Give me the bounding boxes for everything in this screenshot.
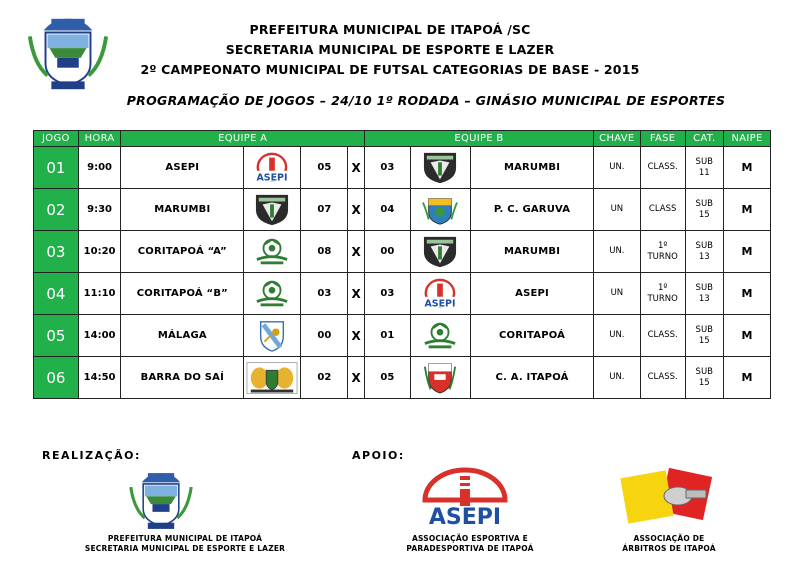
referee-cards-whistle-icon bbox=[606, 466, 726, 530]
team-a-cell: ASEPI bbox=[121, 147, 244, 189]
col-hora: HORA bbox=[78, 131, 121, 147]
jogo-cell: 02 bbox=[34, 189, 79, 231]
versus-cell: X bbox=[348, 273, 365, 315]
marumbi-logo-icon bbox=[420, 151, 460, 185]
versus-cell: X bbox=[348, 357, 365, 399]
cat-line-1: SUB bbox=[695, 156, 713, 167]
jogo-cell: 04 bbox=[34, 273, 79, 315]
fase-cell bbox=[640, 273, 685, 315]
arbitros-credit bbox=[594, 534, 744, 554]
table-header-row bbox=[34, 131, 771, 147]
realizacao-label: REALIZAÇÃO: bbox=[42, 449, 141, 462]
cat-cell bbox=[685, 189, 724, 231]
jogo-cell: 06 bbox=[34, 357, 79, 399]
score-a-cell: 07 bbox=[301, 189, 348, 231]
asepi-footer-logo-icon bbox=[410, 466, 520, 530]
games-table bbox=[33, 130, 771, 399]
fase-line-2: TURNO bbox=[647, 293, 678, 304]
prefeitura-crest-footer-icon bbox=[118, 470, 204, 532]
naipe-cell: M bbox=[724, 231, 771, 273]
col-chave: CHAVE bbox=[593, 131, 640, 147]
score-b-cell: 00 bbox=[364, 231, 410, 273]
team-a-cell: MARUMBI bbox=[121, 189, 244, 231]
hora-cell: 14:00 bbox=[78, 315, 121, 357]
fase-line-1: 1º bbox=[657, 240, 668, 251]
header-line-3: 2º CAMPEONATO MUNICIPAL DE FUTSAL CATEGORIAS DE BASE - 2015 bbox=[140, 62, 640, 77]
cat-line-1: SUB bbox=[695, 324, 713, 335]
hora-cell: 11:10 bbox=[78, 273, 121, 315]
prefeitura-crest-icon bbox=[24, 14, 112, 94]
asepi-credit-line-1: ASSOCIAÇÃO ESPORTIVA E bbox=[411, 534, 529, 543]
naipe-cell: M bbox=[724, 189, 771, 231]
team-b-cell: MARUMBI bbox=[471, 231, 594, 273]
score-b-cell: 03 bbox=[364, 273, 410, 315]
fase-line-2: TURNO bbox=[647, 251, 678, 262]
jogo-cell: 03 bbox=[34, 231, 79, 273]
chave-cell: UN. bbox=[593, 147, 640, 189]
fase-line-1: 1º bbox=[657, 282, 668, 293]
arbitros-credit-line-1: ASSOCIAÇÃO DE bbox=[633, 534, 705, 543]
prefeitura-credit bbox=[40, 534, 330, 554]
hora-cell: 9:00 bbox=[78, 147, 121, 189]
team-b-cell: C. A. ITAPOÁ bbox=[471, 357, 594, 399]
cat-line-2: 11 bbox=[698, 167, 710, 178]
marumbi-logo-icon bbox=[420, 235, 460, 269]
coritapoa-logo-icon bbox=[252, 277, 292, 311]
versus-cell: X bbox=[348, 231, 365, 273]
versus-cell: X bbox=[348, 147, 365, 189]
table-row bbox=[34, 147, 771, 189]
chave-cell: UN. bbox=[593, 231, 640, 273]
cat-line-2: 15 bbox=[698, 377, 710, 388]
cat-cell bbox=[685, 231, 724, 273]
score-b-cell: 05 bbox=[364, 357, 410, 399]
col-equipe-b: EQUIPE B bbox=[364, 131, 593, 147]
fase-cell: CLASS. bbox=[640, 315, 685, 357]
team-a-cell: MÁLAGA bbox=[121, 315, 244, 357]
cat-line-2: 15 bbox=[698, 209, 710, 220]
prefeitura-credit-line-2: SECRETARIA MUNICIPAL DE ESPORTE E LAZER bbox=[84, 544, 286, 553]
naipe-cell: M bbox=[724, 315, 771, 357]
cat-line-1: SUB bbox=[695, 366, 713, 377]
naipe-cell: M bbox=[724, 357, 771, 399]
cat-line-1: SUB bbox=[695, 198, 713, 209]
chave-cell: UN bbox=[593, 273, 640, 315]
team-b-cell: P. C. GARUVA bbox=[471, 189, 594, 231]
garuva-crest-icon bbox=[420, 193, 460, 227]
versus-cell: X bbox=[348, 189, 365, 231]
score-a-cell: 03 bbox=[301, 273, 348, 315]
table-row bbox=[34, 273, 771, 315]
naipe-cell: M bbox=[724, 147, 771, 189]
header-line-1: PREFEITURA MUNICIPAL DE ITAPOÁ /SC bbox=[249, 22, 531, 37]
col-fase: FASE bbox=[640, 131, 685, 147]
team-a-cell: CORITAPOÁ “A” bbox=[121, 231, 244, 273]
fase-cell: CLASS. bbox=[640, 357, 685, 399]
coritapoa-logo-icon bbox=[420, 319, 460, 353]
team-b-cell: MARUMBI bbox=[471, 147, 594, 189]
malaga-crest-icon bbox=[252, 319, 292, 353]
col-jogo: JOGO bbox=[34, 131, 79, 147]
hora-cell: 14:50 bbox=[78, 357, 121, 399]
table-row bbox=[34, 315, 771, 357]
score-a-cell: 00 bbox=[301, 315, 348, 357]
team-a-cell: CORITAPOÁ “B” bbox=[121, 273, 244, 315]
cat-cell bbox=[685, 357, 724, 399]
chave-cell: UN bbox=[593, 189, 640, 231]
apoio-label: APOIO: bbox=[352, 449, 405, 462]
team-a-cell: BARRA DO SAÍ bbox=[121, 357, 244, 399]
asepi-logo-icon bbox=[252, 151, 292, 185]
cat-cell bbox=[685, 273, 724, 315]
jogo-cell: 05 bbox=[34, 315, 79, 357]
score-a-cell: 08 bbox=[301, 231, 348, 273]
chave-cell: UN. bbox=[593, 315, 640, 357]
cat-line-2: 13 bbox=[698, 293, 710, 304]
fase-cell: CLASS. bbox=[640, 147, 685, 189]
cat-line-2: 13 bbox=[698, 251, 710, 262]
arbitros-credit-line-2: ÁRBITROS DE ITAPOÁ bbox=[622, 544, 716, 553]
asepi-logo-icon bbox=[420, 277, 460, 311]
marumbi-logo-icon bbox=[252, 193, 292, 227]
jogo-cell: 01 bbox=[34, 147, 79, 189]
cat-line-1: SUB bbox=[695, 282, 713, 293]
score-a-cell: 05 bbox=[301, 147, 348, 189]
table-row bbox=[34, 189, 771, 231]
cat-line-1: SUB bbox=[695, 240, 713, 251]
hora-cell: 10:20 bbox=[78, 231, 121, 273]
col-cat: CAT. bbox=[685, 131, 724, 147]
table-row bbox=[34, 231, 771, 273]
ca-itapoa-crest-icon bbox=[420, 361, 460, 395]
cat-cell bbox=[685, 315, 724, 357]
score-a-cell: 02 bbox=[301, 357, 348, 399]
fase-cell bbox=[640, 231, 685, 273]
document-header bbox=[120, 20, 660, 80]
hora-cell: 9:30 bbox=[78, 189, 121, 231]
score-b-cell: 01 bbox=[364, 315, 410, 357]
table-row bbox=[34, 357, 771, 399]
asepi-credit-line-2: PARADESPORTIVA DE ITAPOÁ bbox=[406, 544, 534, 553]
schedule-subheading: PROGRAMAÇÃO DE JOGOS – 24/10 1º RODADA – GINÁSIO MUNICIPAL DE ESPORTES bbox=[126, 93, 726, 108]
naipe-cell: M bbox=[724, 273, 771, 315]
asepi-footer-logo-text: ASEPI bbox=[428, 505, 502, 530]
versus-cell: X bbox=[348, 315, 365, 357]
cat-cell bbox=[685, 147, 724, 189]
header-line-2: SECRETARIA MUNICIPAL DE ESPORTE E LAZER bbox=[225, 42, 555, 57]
cat-line-2: 15 bbox=[698, 335, 710, 346]
coritapoa-logo-icon bbox=[252, 235, 292, 269]
col-naipe: NAIPE bbox=[724, 131, 771, 147]
fase-cell: CLASS bbox=[640, 189, 685, 231]
prefeitura-credit-line-1: PREFEITURA MUNICIPAL DE ITAPOÁ bbox=[107, 534, 263, 543]
col-equipe-a: EQUIPE A bbox=[121, 131, 365, 147]
asepi-credit bbox=[380, 534, 560, 554]
barra-do-sai-lions-icon bbox=[245, 360, 299, 396]
team-b-cell: ASEPI bbox=[471, 273, 594, 315]
chave-cell: UN. bbox=[593, 357, 640, 399]
score-b-cell: 04 bbox=[364, 189, 410, 231]
score-b-cell: 03 bbox=[364, 147, 410, 189]
team-b-cell: CORITAPOÁ bbox=[471, 315, 594, 357]
